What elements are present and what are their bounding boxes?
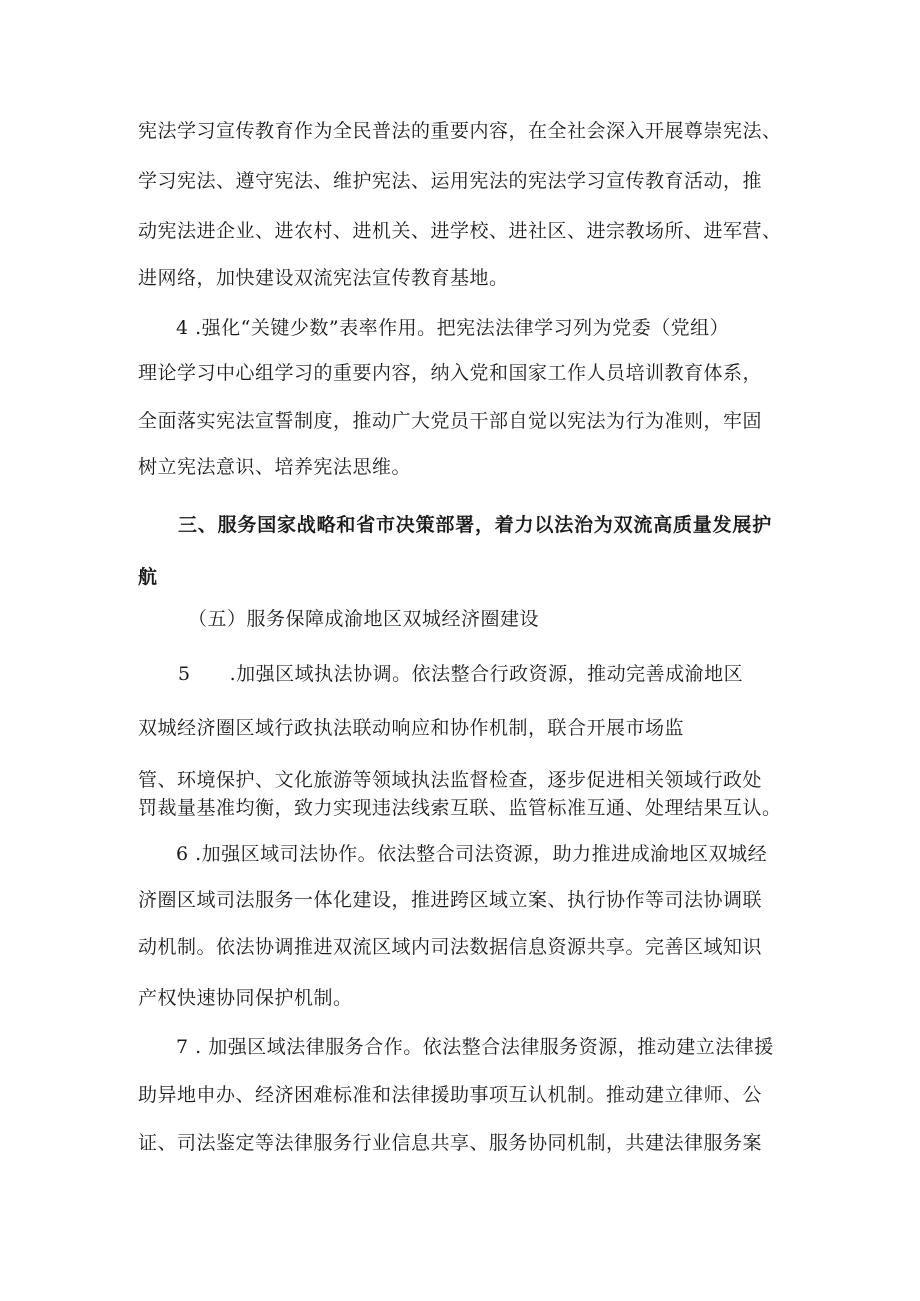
text-line: 全面落实宪法宣誓制度，推动广大党员干部自觉以宪法为行为准则，牢固: [138, 410, 763, 432]
text-line: 学习宪法、遵守宪法、维护宪法、运用宪法的宪法学习宣传教育活动，推: [138, 170, 763, 192]
text-line: 动宪法进企业、进农村、进机关、进学校、进社区、进宗教场所、进军营、: [138, 220, 782, 242]
text-line: 助异地申办、经济困难标准和法律援助事项互认机制。推动建立律师、公: [138, 1084, 763, 1106]
text-line: 双城经济圈区域行政执法联动响应和协作机制，联合开展市场监: [138, 717, 685, 739]
text-line: 管、环境保护、文化旅游等领域执法监督检查，逐步促进相关领域行政处: [138, 769, 763, 791]
text-line: 证、司法鉴定等法律服务行业信息共享、服务协同机制，共建法律服务案: [138, 1132, 763, 1154]
item-heading-5: 5 .加强区域执法协调。依法整合行政资源，推动完善成渝地区: [178, 663, 744, 685]
item-heading-4: 4 .强化“关键少数”表率作用。把宪法法律学习列为党委（党组）: [176, 317, 730, 339]
text-line: 动机制。依法协调推进双流区域内司法数据信息资源共享。完善区域知识: [138, 936, 763, 958]
text-line: 罚裁量基准均衡，致力实现违法线索互联、监管标准互通、处理结果互认。: [138, 797, 782, 819]
text-line: 理论学习中心组学习的重要内容，纳入党和国家工作人员培训教育体系，: [138, 362, 763, 384]
subsection-heading: （五）服务保障成渝地区双城经济圈建设: [188, 608, 540, 630]
text-line: 进网络，加快建设双流宪法宣传教育基地。: [138, 267, 509, 289]
section-heading-continued: 航: [138, 566, 158, 588]
text-line: 宪法学习宣传教育作为全民普法的重要内容，在全社会深入开展尊崇宪法、: [138, 120, 782, 142]
text-line: 树立宪法意识、培养宪法思维。: [138, 456, 412, 478]
text-line: 产权快速协同保护机制。: [138, 987, 353, 1009]
item-heading-7: 7 . 加强区域法律服务合作。依法整合法律服务资源，推动建立法律援: [176, 1036, 774, 1058]
section-heading: 三、服务国家战略和省市决策部署，着力以法治为双流高质量发展护: [178, 514, 773, 536]
item-heading-6: 6 .加强区域司法协作。依法整合司法资源，助力推进成渝地区双城经: [176, 843, 768, 865]
text-line: 济圈区域司法服务一体化建设，推进跨区域立案、执行协作等司法协调联: [138, 889, 763, 911]
